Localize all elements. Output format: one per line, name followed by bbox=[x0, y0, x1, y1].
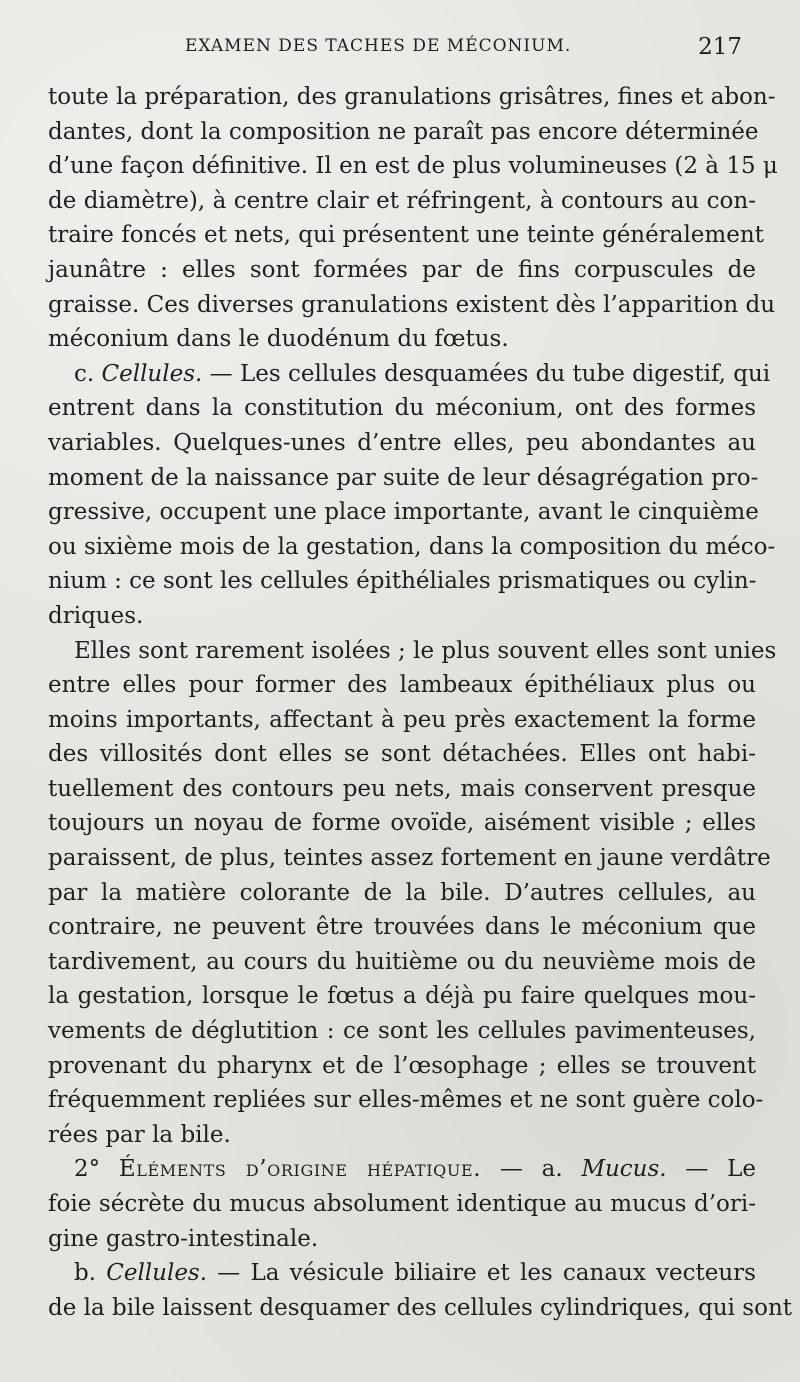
subsection-title: Mucus. bbox=[581, 1156, 667, 1183]
text-line: tardivement, au cours du huitième ou du neuvième mois de bbox=[48, 948, 756, 975]
section-number: 2° bbox=[74, 1156, 119, 1183]
text-line: nium : ce sont les cellules épithéliales prismatiques ou cylin- bbox=[48, 568, 757, 595]
text-line: dantes, dont la composition ne paraît pas encore déterminée bbox=[48, 118, 759, 145]
text-line: ou sixième mois de la gestation, dans la composition du méco- bbox=[48, 533, 776, 560]
page-header bbox=[185, 34, 742, 64]
text-line: moins importants, affectant à peu près exactement la forme bbox=[48, 706, 756, 733]
text-line: provenant du pharynx et de l’œsophage ; elles se trouvent bbox=[48, 1052, 756, 1079]
page-number: 217 bbox=[698, 34, 742, 60]
text-line: toujours un noyau de forme ovoïde, aisément visible ; elles bbox=[48, 810, 756, 837]
text-line: entre elles pour former des lambeaux épithéliaux plus ou bbox=[48, 672, 756, 699]
text-line: variables. Quelques-unes d’entre elles, peu abondantes au bbox=[48, 429, 756, 456]
section-title: Cellules. bbox=[101, 360, 203, 387]
section-prefix: b. bbox=[74, 1260, 107, 1287]
text-line: jaunâtre : elles sont formées par de fins corpuscules de bbox=[48, 256, 756, 283]
section-2-heading-line bbox=[48, 1152, 756, 1187]
text-line: fréquemment repliées sur elles-mêmes et ne sont guère colo- bbox=[48, 1087, 764, 1114]
text-line: vements de déglutition : ce sont les cellules pavimenteuses, bbox=[48, 1018, 756, 1045]
text-line: gine gastro-intestinale. bbox=[48, 1225, 319, 1252]
text-line: tuellement des contours peu nets, mais conservent presque bbox=[48, 775, 756, 802]
text-line: rées par la bile. bbox=[48, 1121, 231, 1148]
text-line: Elles sont rarement isolées ; le plus souvent elles sont unies bbox=[74, 637, 777, 664]
body-text bbox=[48, 80, 793, 1325]
text-line: d’une façon définitive. Il en est de plus volumineuses (2 à 15 μ bbox=[48, 153, 778, 180]
text-line: entrent dans la constitution du méconium, ont des formes bbox=[48, 395, 756, 422]
text-line: toute la préparation, des granulations grisâtres, fines et abon- bbox=[48, 84, 776, 110]
section-text: — Les cellules desquamées du tube digestif, qui bbox=[202, 360, 771, 387]
text-line: moment de la naissance par suite de leur désagrégation pro- bbox=[48, 464, 759, 491]
running-head: EXAMEN DES TACHES DE MÉCONIUM. bbox=[185, 36, 572, 56]
section-title: Éléments d’origine hépatique. bbox=[118, 1156, 482, 1183]
section-text: — Le bbox=[666, 1156, 756, 1183]
text-line: gressive, occupent une place importante, avant le cinquième bbox=[48, 499, 759, 526]
text-line: par la matière colorante de la bile. D’autres cellules, au bbox=[48, 879, 756, 906]
text-line: contraire, ne peuvent être trouvées dans le méconium que bbox=[48, 914, 756, 941]
section-text: — La vésicule biliaire et les canaux vecteurs bbox=[207, 1260, 756, 1287]
section-prefix: c. bbox=[74, 360, 102, 387]
section-b-heading-line bbox=[48, 1256, 756, 1291]
text-line: graisse. Ces diverses granulations existent dès l’apparition du bbox=[48, 291, 776, 318]
text-line: méconium dans le duodénum du fœtus. bbox=[48, 326, 509, 353]
text-line: de diamètre), à centre clair et réfringent, à contours au con- bbox=[48, 187, 756, 214]
text-line: foie sécrète du mucus absolument identique au mucus d’ori- bbox=[48, 1191, 756, 1217]
text-line: des villosités dont elles se sont détachées. Elles ont habi- bbox=[48, 741, 756, 768]
text-line: la gestation, lorsque le fœtus a déjà pu faire quelques mou- bbox=[48, 983, 756, 1010]
text-line: paraissent, de plus, teintes assez fortement en jaune verdâtre bbox=[48, 845, 771, 872]
subsection-label: — a. bbox=[481, 1156, 582, 1183]
section-c-heading-line bbox=[48, 357, 771, 392]
text-line: de la bile laissent desquamer des cellules cylindriques, qui sont bbox=[48, 1294, 793, 1321]
text-line: traire foncés et nets, qui présentent une teinte généralement bbox=[48, 222, 764, 249]
section-title: Cellules. bbox=[106, 1260, 208, 1287]
text-line: driques. bbox=[48, 602, 144, 629]
